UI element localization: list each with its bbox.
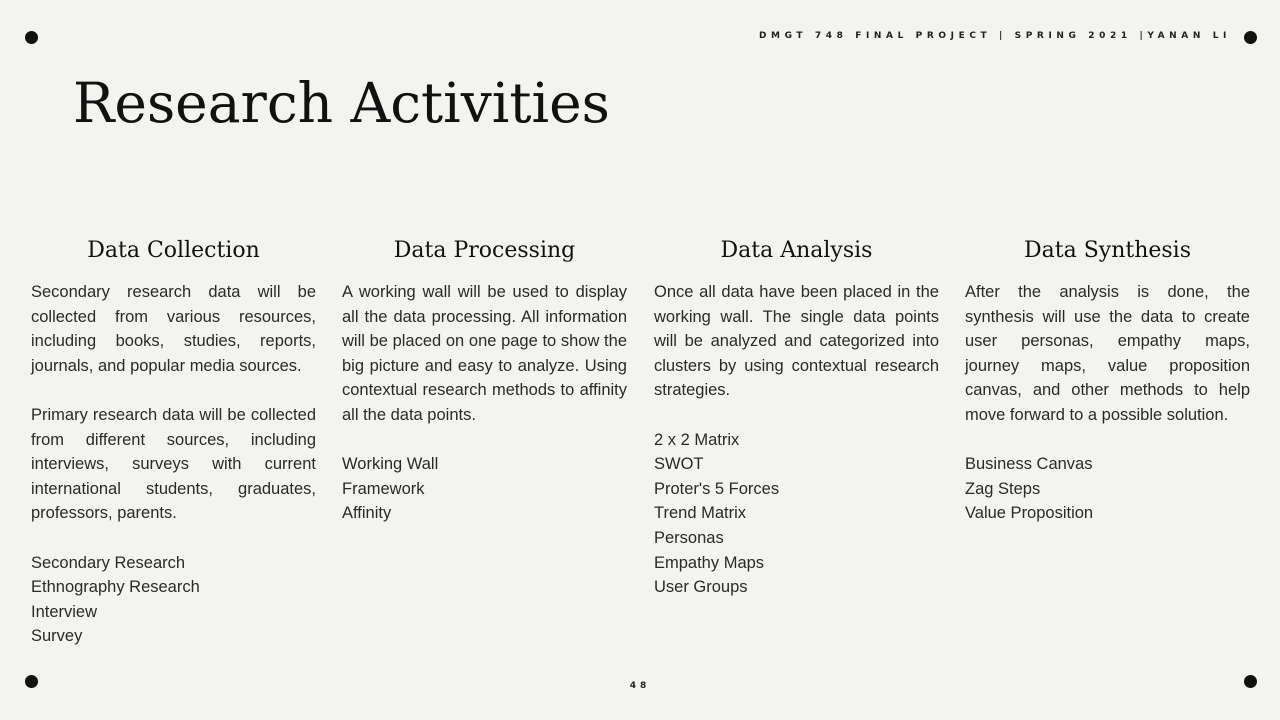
list-item: Proter's 5 Forces [654,479,780,498]
page-title: Research Activities [73,71,610,135]
column-heading: Data Synthesis [1023,238,1192,263]
header-project-info: DMGT 748 FINAL PROJECT | SPRING 2021 |YANAN LI [758,31,1231,41]
list-item: Interview [31,602,98,621]
corner-dot-top-left [25,31,38,44]
method-list [654,428,939,600]
list-item: Trend Matrix [654,504,746,523]
method-list [31,551,316,649]
column-data-analysis [654,234,939,600]
column-paragraph: Secondary research data will be collected from various resources, including books, studies, reports, journals, and popular media sources. [31,283,316,375]
corner-dot-bottom-right [1244,675,1257,688]
list-item: Value Proposition [965,504,1094,523]
list-item: Personas [654,528,724,547]
list-item: Zag Steps [965,479,1041,498]
list-item: Business Canvas [965,455,1093,474]
column-paragraph: After the analysis is done, the synthesis will use the data to create user personas, empathy maps, journey maps, value proposition canvas, and other methods to help move forward to a possible solution. [965,283,1250,424]
column-data-collection [31,234,316,649]
list-item: User Groups [654,578,748,597]
column-heading: Data Processing [393,238,576,263]
column-data-processing [342,234,627,526]
page-number: 48 [629,681,651,691]
list-item: Empathy Maps [654,553,765,572]
column-data-synthesis [965,234,1250,526]
list-item: Survey [31,627,83,646]
method-list [965,452,1250,526]
column-paragraph: Primary research data will be collected from different sources, including interviews, surveys with current international students, graduates, professors, parents. [31,405,316,523]
list-item: Affinity [342,504,392,523]
list-item: Working Wall [342,455,439,474]
list-item: Framework [342,479,425,498]
list-item: Ethnography Research [31,578,200,597]
column-paragraph: A working wall will be used to display all the data processing. All information will be placed on one page to show the big picture and easy to analyze. Using contextual research methods to affinity all the data points. [342,283,627,424]
column-heading: Data Analysis [720,238,873,263]
column-paragraph: Once all data have been placed in the working wall. The single data points will be analyzed and categorized into clusters by using contextual research strategies. [654,283,939,400]
list-item: 2 x 2 Matrix [654,430,740,449]
method-list [342,452,627,526]
column-heading: Data Collection [87,238,260,263]
corner-dot-top-right [1244,31,1257,44]
list-item: SWOT [654,455,704,474]
list-item: Secondary Research [31,553,186,572]
corner-dot-bottom-left [25,675,38,688]
